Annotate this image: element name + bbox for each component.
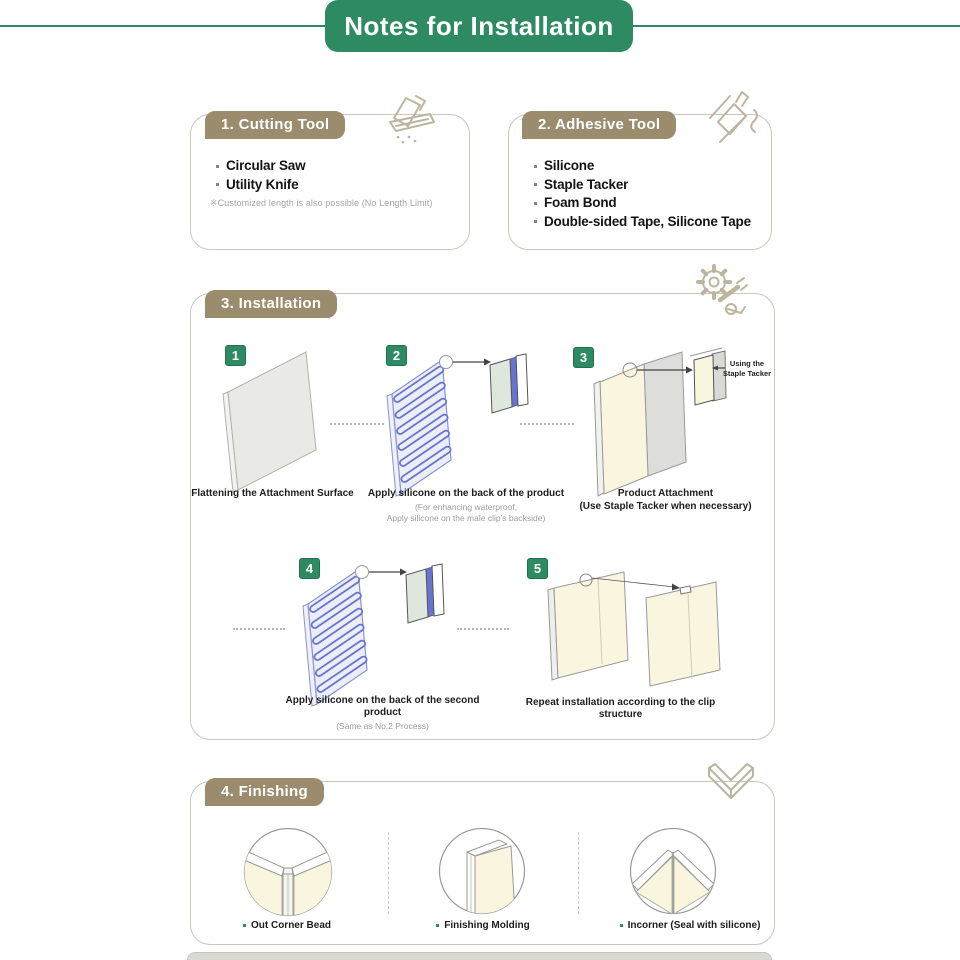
cutting-tool-list (216, 157, 305, 194)
step-badge-3: 3 (573, 347, 594, 368)
step-badge-2: 2 (386, 345, 407, 366)
step3-attachment-diagram (586, 346, 726, 496)
bullet-dot-icon (534, 202, 537, 205)
cutting-note: ※Customized length is also possible (No Length Limit) (210, 198, 433, 208)
section-label-adhesive-tool: 2. Adhesive Tool (522, 111, 676, 139)
list-item-label: Double-sided Tape, Silicone Tape (544, 213, 751, 229)
dotted-separator (457, 628, 509, 630)
finishing-caption (222, 920, 352, 931)
incorner-diagram (628, 826, 718, 916)
out-corner-bead-diagram (242, 826, 334, 918)
step2-caption-main: Apply silicone on the back of the product (367, 488, 565, 499)
step2-caption-sub2: Apply silicone on the male clip’s backside) (386, 513, 546, 523)
bullet-dot-icon (243, 924, 246, 927)
list-item-label: Silicone (544, 158, 595, 173)
next-section-edge (187, 952, 772, 960)
list-item (216, 176, 305, 195)
finishing-caption-label: Finishing Molding (444, 920, 530, 931)
list-item (534, 213, 751, 232)
step-badge-5: 5 (527, 558, 548, 579)
bullet-dot-icon (534, 220, 537, 223)
list-item (216, 157, 305, 176)
bullet-dot-icon (436, 924, 439, 927)
bullet-dot-icon (534, 165, 537, 168)
step3-caption-main: Product Attachment (617, 488, 714, 499)
step4-caption-main: Apply silicone on the back of the second product (285, 695, 480, 718)
dashed-separator (388, 832, 389, 914)
finishing-caption (605, 920, 775, 931)
bullet-dot-icon (216, 165, 219, 168)
silicone-gun-icon (702, 88, 764, 150)
step-badge-1: 1 (225, 345, 246, 366)
dotted-separator (520, 423, 574, 425)
step4-silicone-diagram (300, 562, 450, 704)
list-item-label: Circular Saw (226, 158, 306, 173)
corner-molding-icon (703, 758, 759, 814)
step5-caption: Repeat installation according to the clip structure (525, 697, 716, 720)
gear-wrench-icon (694, 262, 754, 322)
staple-tacker-annotation (722, 359, 772, 379)
step3-caption (568, 488, 763, 513)
list-item-label: Staple Tacker (544, 176, 629, 192)
adhesive-tool-list (534, 157, 751, 231)
bullet-dot-icon (620, 924, 623, 927)
list-item (534, 176, 751, 195)
bullet-dot-icon (216, 183, 219, 186)
list-item (534, 157, 751, 176)
bullet-dot-icon (534, 183, 537, 186)
list-item-label: Utility Knife (226, 176, 299, 192)
circular-saw-icon (376, 92, 442, 148)
finishing-caption-label: Incorner (Seal with silicone) (627, 920, 761, 931)
step2-caption-sub1: (For enhancing waterproof, (414, 502, 518, 512)
step5-repeat-diagram (542, 560, 737, 695)
annotation-line2: Staple Tacker (722, 369, 772, 378)
page-title: Notes for Installation (325, 0, 633, 52)
finishing-caption-label: Out Corner Bead (250, 920, 331, 931)
section-label-finishing: 4. Finishing (205, 778, 324, 806)
annotation-line1: Using the (729, 359, 765, 368)
dotted-separator (233, 628, 285, 630)
step2-silicone-diagram (384, 352, 534, 494)
finishing-molding-diagram (437, 826, 527, 916)
list-item-label: Foam Bond (544, 195, 617, 210)
step3-caption-sub: (Use Staple Tacker when necessary) (579, 501, 752, 512)
step1-surface-diagram (218, 348, 338, 490)
step4-caption-sub: (Same as No.2 Process) (336, 721, 429, 731)
section-label-installation: 3. Installation (205, 290, 337, 318)
section-label-cutting-tool: 1. Cutting Tool (205, 111, 345, 139)
dashed-separator (578, 832, 579, 914)
step1-caption: Flattening the Attachment Surface (191, 488, 354, 499)
dotted-separator (330, 423, 384, 425)
step-badge-4: 4 (299, 558, 320, 579)
finishing-caption (408, 920, 558, 931)
list-item (534, 194, 751, 213)
step4-caption (270, 695, 495, 732)
step2-caption (355, 488, 577, 524)
